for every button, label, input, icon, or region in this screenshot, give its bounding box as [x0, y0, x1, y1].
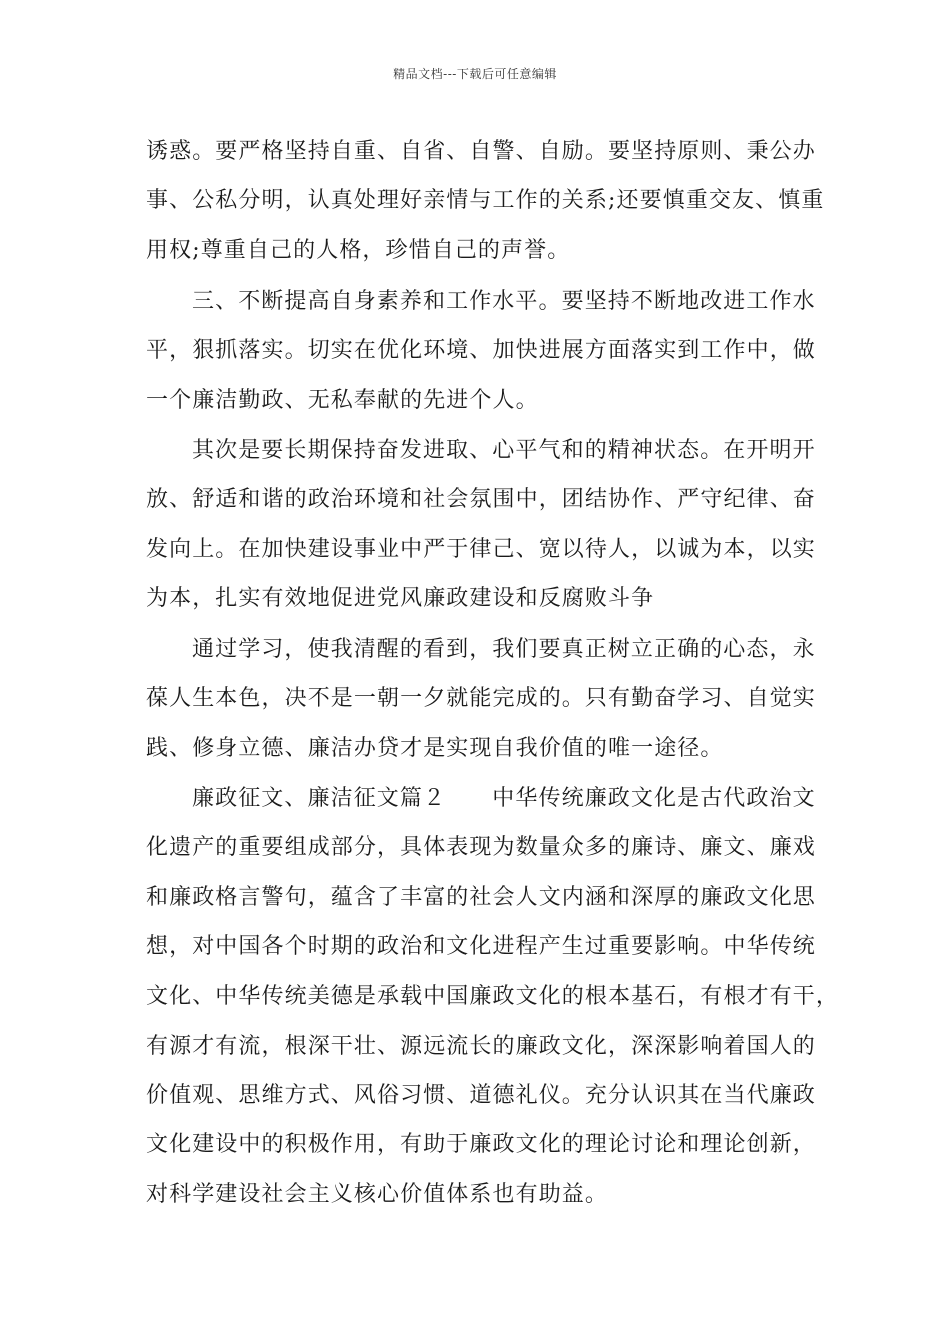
paragraph-5-line-9: 对科学建设社会主义核心价值体系也有助益。 — [146, 1182, 609, 1207]
paragraph-1-line-1: 诱惑。要严格坚持自重、自省、自警、自励。要坚持原则、秉公办 — [146, 139, 816, 164]
paragraph-4-line-1: 通过学习，使我清醒的看到，我们要真正树立正确的心态，永 — [192, 637, 816, 662]
paragraph-5-line-5: 文化、中华传统美德是承载中国廉政文化的根本基石，有根才有干， — [146, 984, 840, 1009]
paragraph-4-line-3: 践、修身立德、廉洁办贷才是实现自我价值的唯一途径。 — [146, 736, 724, 761]
paragraph-3-line-4: 为本，扎实有效地促进党风廉政建设和反腐败斗争 — [146, 586, 655, 611]
paragraph-5-line-4: 想，对中国各个时期的政治和文化进程产生过重要影响。中华传统 — [146, 934, 816, 959]
page-header: 精品文档---下载后可任意编辑 — [393, 67, 557, 81]
paragraph-5-line-7: 价值观、思维方式、风俗习惯、道德礼仪。充分认识其在当代廉政 — [146, 1083, 816, 1108]
paragraph-2-line-2: 平，狠抓落实。切实在优化环境、加快进展方面落实到工作中，做 — [146, 338, 816, 363]
paragraph-5-line-8: 文化建设中的积极作用，有助于廉政文化的理论讨论和理论创新， — [146, 1132, 816, 1157]
paragraph-3-line-2: 放、舒适和谐的政治环境和社会氛围中，团结协作、严守纪律、奋 — [146, 487, 816, 512]
paragraph-5-line-2: 化遗产的重要组成部分，具体表现为数量众多的廉诗、廉文、廉戏 — [146, 835, 816, 860]
paragraph-5-line-3: 和廉政格言警句，蕴含了丰富的社会人文内涵和深厚的廉政文化思 — [146, 885, 816, 910]
paragraph-3-line-1: 其次是要长期保持奋发进取、心平气和的精神状态。在开明开 — [192, 438, 816, 463]
paragraph-2-line-1: 三、不断提高自身素养和工作水平。要坚持不断地改进工作水 — [192, 289, 816, 314]
paragraph-3-line-3: 发向上。在加快建设事业中严于律己、宽以待人，以诚为本，以实 — [146, 537, 816, 562]
paragraph-5-line-6: 有源才有流，根深干壮、源远流长的廉政文化，深深影响着国人的 — [146, 1034, 816, 1059]
paragraph-1-line-3: 用权;尊重自己的人格，珍惜自己的声誉。 — [146, 238, 571, 263]
paragraph-4-line-2: 葆人生本色，决不是一朝一夕就能完成的。只有勤奋学习、自觉实 — [146, 686, 816, 711]
paragraph-5-line-1: 廉政征文、廉洁征文篇２ 中华传统廉政文化是古代政治文 — [192, 786, 816, 811]
paragraph-2-line-3: 一个廉洁勤政、无私奉献的先进个人。 — [146, 388, 539, 413]
paragraph-1-line-2: 事、公私分明，认真处理好亲情与工作的关系;还要慎重交友、慎重 — [146, 188, 825, 213]
